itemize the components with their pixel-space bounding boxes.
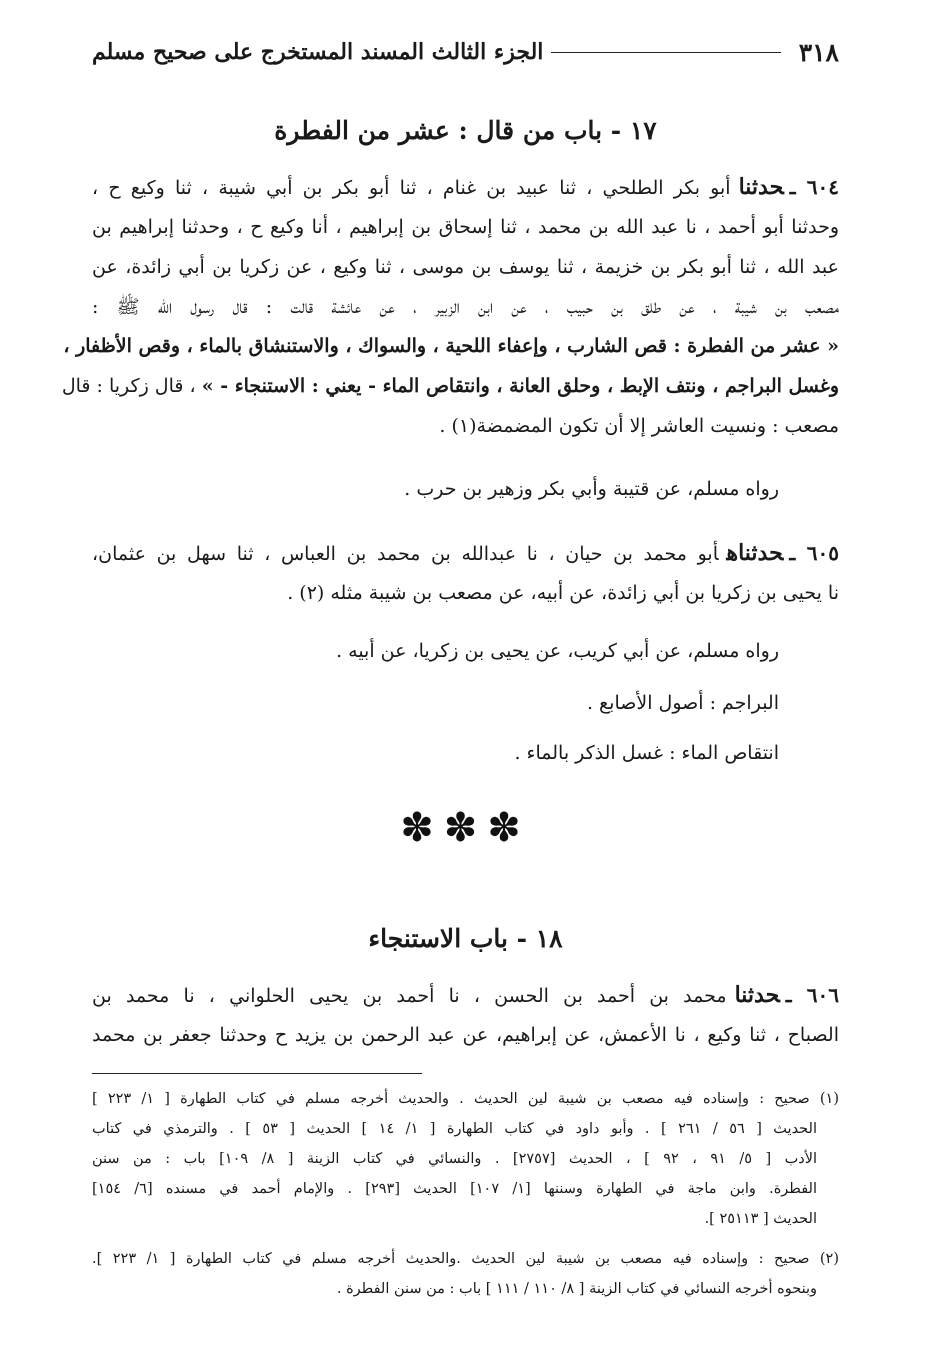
hadith-number: ٦٠٥ ـ bbox=[789, 541, 839, 565]
hadith-604-line-3: عبد الله ، ثنا أبو بكر بن خزيمة ، ثنا يوسف بن موسى ، ثنا وكيع ، عن زكريا بن أبي زائدة، عن bbox=[92, 256, 839, 278]
footnote-1-line-3: الأدب [ ٥/ ٩١ ، ٩٢ ] ، الحديث [٢٧٥٧] . والنسائي في كتاب الزينة [ ٨/ ١٠٩] باب : من سنن bbox=[92, 1151, 817, 1167]
hadith-605-line-2: نا يحيى بن زكريا بن أبي زائدة، عن أبيه، عن مصعب بن شيبة مثله (٢) . bbox=[287, 582, 839, 604]
hadith-604-line-6 bbox=[61, 371, 839, 401]
running-header bbox=[92, 34, 839, 70]
hadith-text: ، قال زكريا : قال bbox=[61, 375, 196, 397]
hadith-604-line-1 bbox=[92, 172, 839, 203]
narration-keyword: حدثنا bbox=[738, 174, 784, 200]
hadith-text: أبو محمد بن حيان ، نا عبدالله بن محمد بن العباس ، ثنا سهل بن عثمان، bbox=[92, 543, 719, 565]
hadith-604-line-2: وحدثنا أبو أحمد ، نا عبد الله بن محمد ، ثنا إسحاق بن إبراهيم ، أنا وكيع ح ، وحدثنا إبراهيم بن bbox=[92, 216, 839, 238]
book-page bbox=[61, 20, 840, 1359]
chapter-title-17: ١٧ - باب من قال : عشر من الفطرة bbox=[274, 116, 657, 145]
narration-keyword: حدثناه bbox=[726, 540, 784, 566]
page-number: ٣١٨ bbox=[798, 37, 839, 67]
hadith-605-line-1 bbox=[92, 538, 839, 569]
running-title: الجزء الثالث المسند المستخرج على صحيح مسلم bbox=[92, 39, 544, 65]
section-separator: ✽✽✽ bbox=[400, 805, 531, 851]
footnote-2-line-2: وبنحوه أخرجه النسائي في كتاب الزينة [ ٨/ ١١٠ / ١١١ ] باب : من سنن الفطرة . bbox=[336, 1281, 817, 1297]
footnote-1-line-1: (١) صحيح : وإسناده فيه مصعب بن شيبة لين الحديث . والحديث أخرجه مسلم في كتاب الطهارة [ ١/ ٢٢٣ ] bbox=[92, 1091, 839, 1107]
chapter-title-18: ١٨ - باب الاستنجاء bbox=[368, 924, 563, 953]
hadith-number: ٦٠٤ ـ bbox=[789, 175, 839, 199]
hadith-604-line-7: مصعب : ونسيت العاشر إلا أن تكون المضمضة(١) . bbox=[439, 415, 839, 437]
hadith-606-line-1 bbox=[92, 980, 839, 1011]
header-rule bbox=[551, 52, 780, 53]
footnote-rule bbox=[92, 1073, 422, 1074]
hadith-text: محمد بن أحمد بن الحسن ، نا أحمد بن يحيى الحلواني ، نا محمد بن bbox=[92, 985, 727, 1007]
narration-keyword: حدثنا bbox=[734, 982, 780, 1008]
hadith-604-line-5: « عشر من الفطرة : قص الشارب ، وإعفاء اللحية ، والسواك ، والاستنشاق بالماء ، وقص الأظفار ، bbox=[63, 335, 839, 357]
hadith-605-riwaya: رواه مسلم، عن أبي كريب، عن يحيى بن زكريا، عن أبيه . bbox=[336, 640, 779, 662]
hadith-number: ٦٠٦ ـ bbox=[785, 983, 840, 1007]
hadith-604-riwaya: رواه مسلم، عن قتيبة وأبي بكر وزهير بن حرب . bbox=[404, 478, 779, 500]
gloss-intiqas: انتقاص الماء : غسل الذكر بالماء . bbox=[514, 742, 779, 764]
hadith-text: أبو بكر الطلحي ، ثنا عبيد بن غنام ، ثنا أبو بكر بن أبي شيبة ، ثنا وكيع ح ، bbox=[92, 177, 731, 199]
hadith-matn: وغسل البراجم ، ونتف الإبط ، وحلق العانة ، وانتقاص الماء - يعني : الاستنجاء - » bbox=[201, 375, 839, 397]
hadith-606-line-2: الصباح ، ثنا وكيع ، نا الأعمش، عن إبراهيم، عن عبد الرحمن بن يزيد ح وحدثنا جعفر بن محمد bbox=[92, 1024, 839, 1046]
footnote-2-line-1: (٢) صحيح : وإسناده فيه مصعب بن شيبة لين الحديث .والحديث أخرجه مسلم في كتاب الطهارة [ ١/ ٢٢٣ ]. bbox=[92, 1251, 839, 1267]
footnote-1-line-5: الحديث [ ٢٥١١٣ ]. bbox=[704, 1211, 817, 1227]
footnote-1-line-2: الحديث [ ٥٦ / ٢٦١ ] . وأبو داود في كتاب الطهارة [ ١/ ١٤ ] الحديث [ ٥٣ ] . والترمذي في كتاب bbox=[92, 1121, 817, 1137]
hadith-604-line-4: مصعب بن شيبة ، عن طلق بن حبيب ، عن ابن الزبير ، عن عائشة قالت : قال رسول الله ﷺ : bbox=[92, 296, 839, 318]
footnote-1-line-4: الفطرة. وابن ماجة في الطهارة وسننها [١/ ١٠٧] الحديث [٢٩٣] . والإمام أحمد في مسنده [٦/ ١٥٤] bbox=[92, 1181, 817, 1197]
gloss-barajim: البراجم : أصول الأصابع . bbox=[586, 692, 779, 714]
